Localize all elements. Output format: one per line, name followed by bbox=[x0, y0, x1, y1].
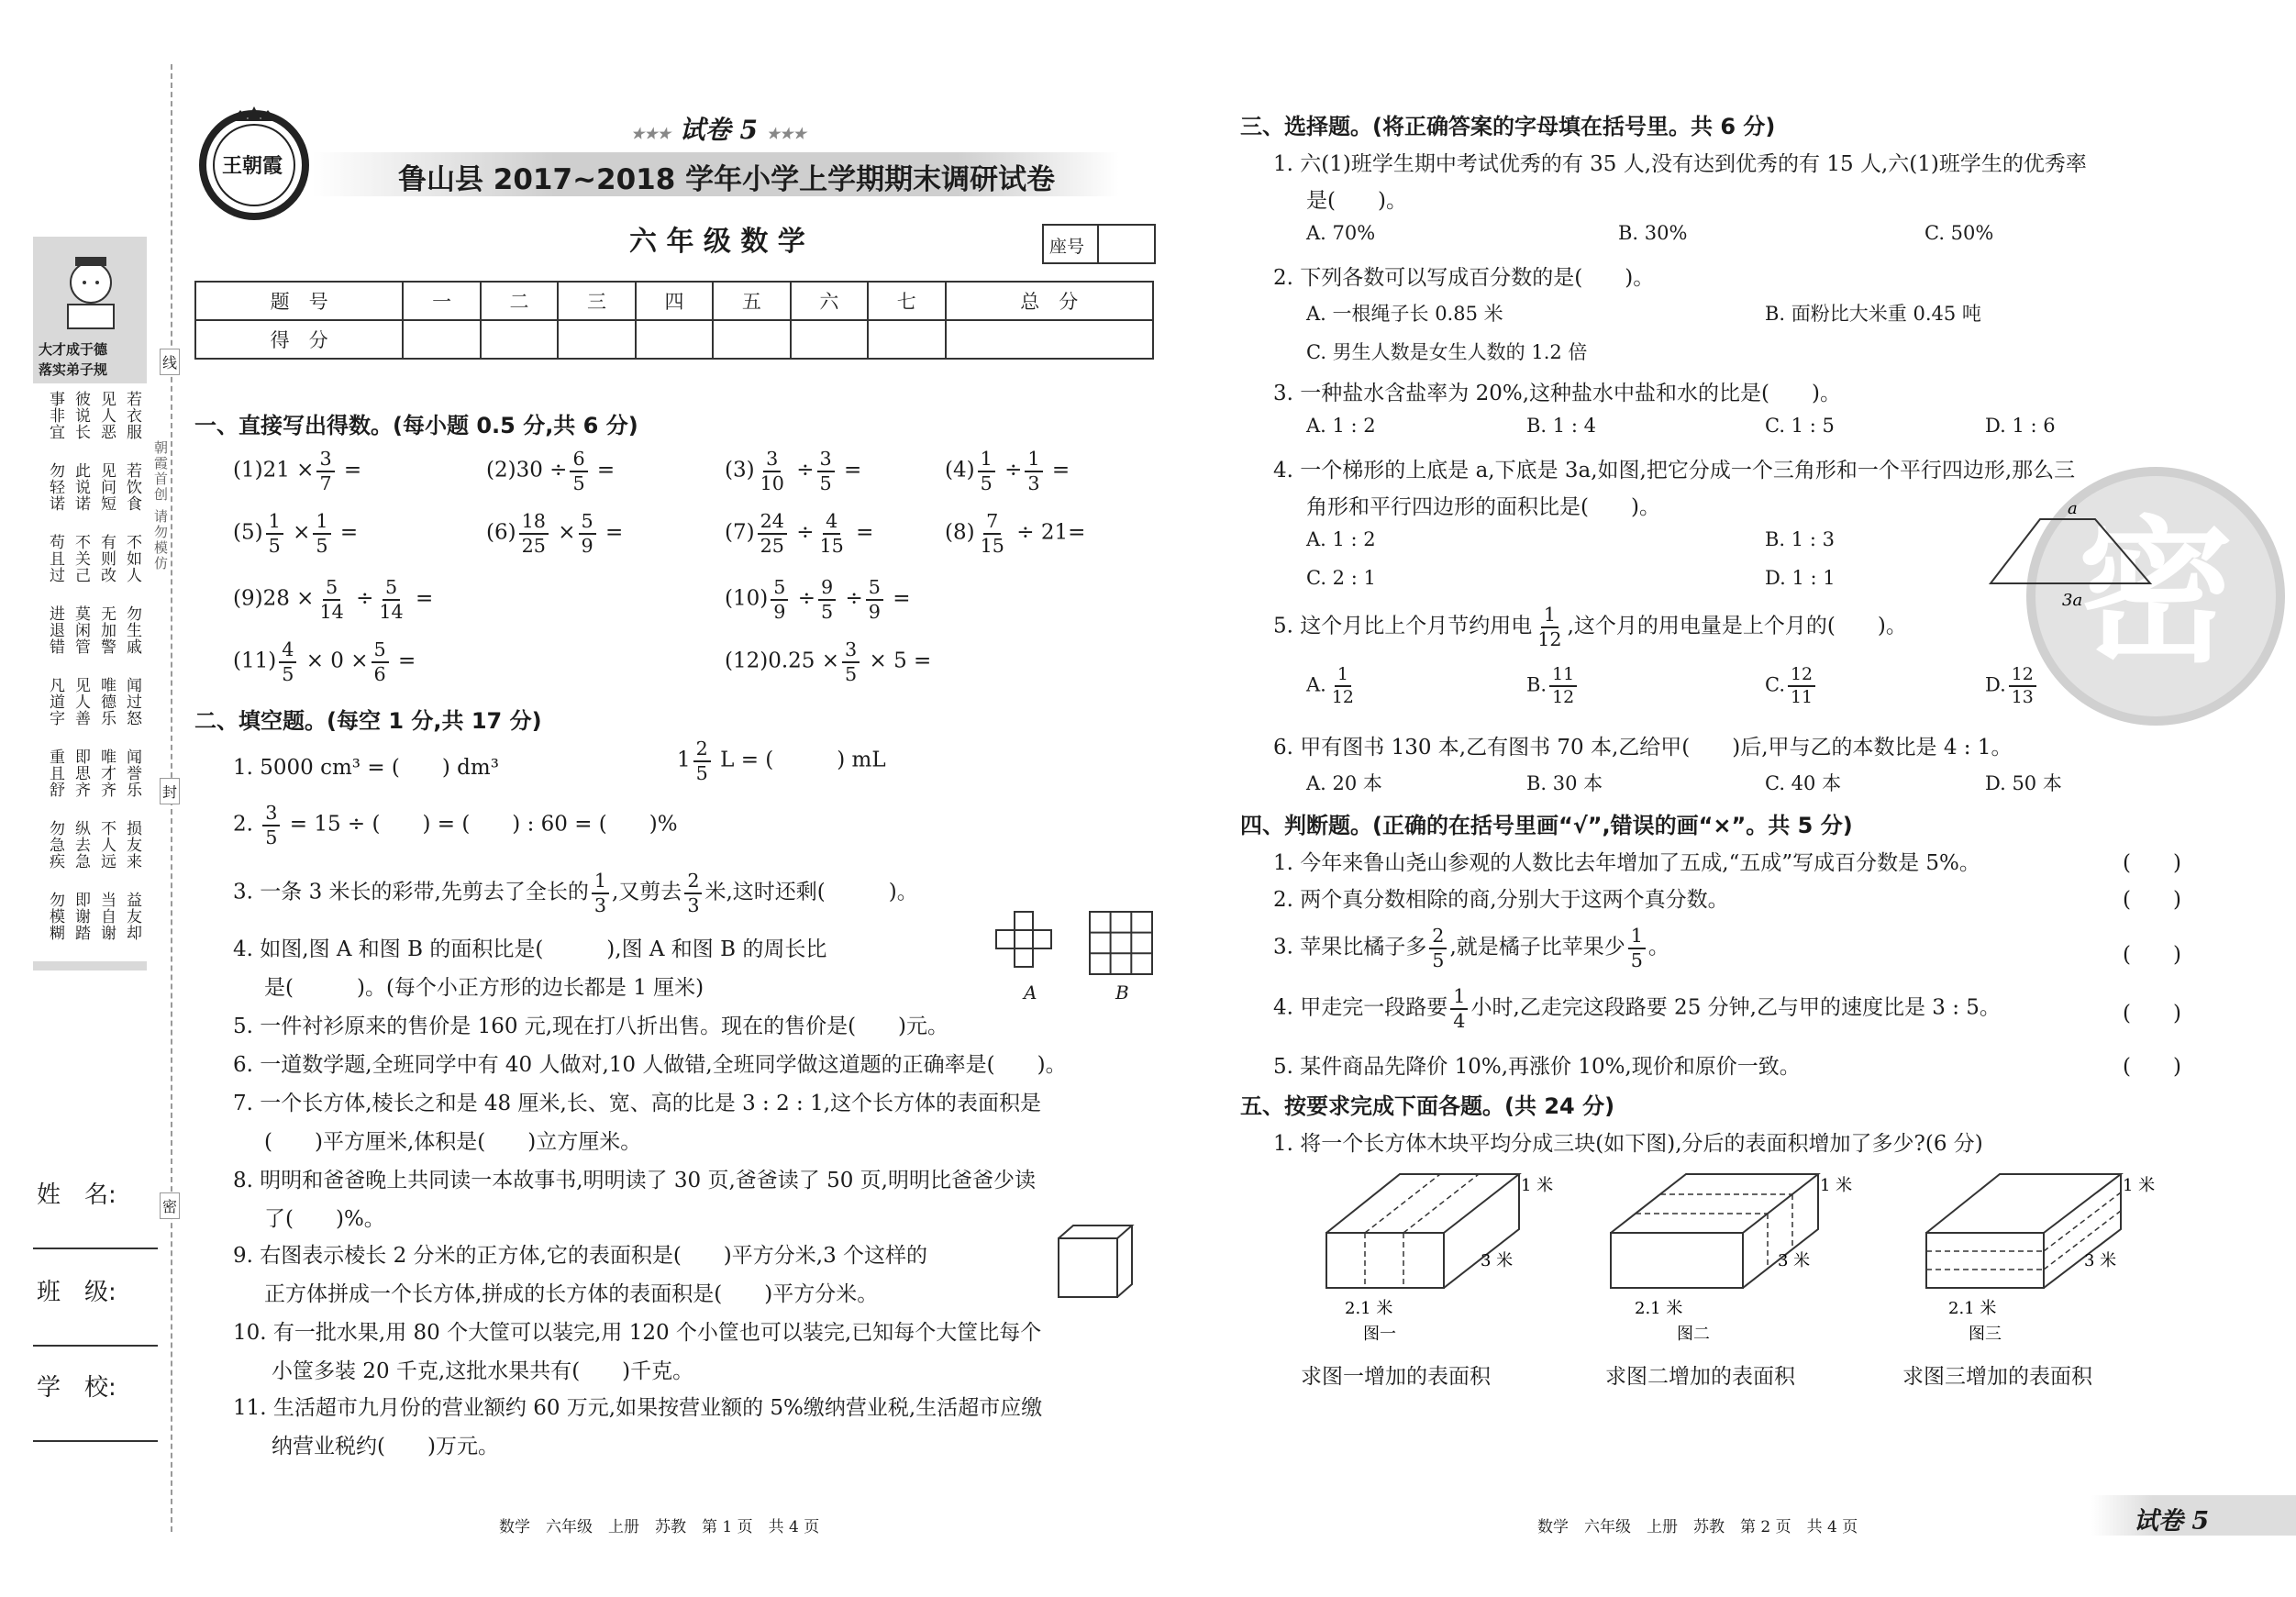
fill-8a: 8. 明明和爸爸晚上共同读一本故事书,明明读了 30 页,爸爸读了 50 页,明明比爸爸少读 bbox=[233, 1169, 1036, 1192]
calc-10: (10) $\frac{5}{9}$ ÷ $\frac{9}{5}$ ÷ $\frac{5}{9}$ = bbox=[725, 576, 911, 623]
svg-text:a: a bbox=[2068, 501, 2078, 518]
section-5-title: 五、按要求完成下面各题。(共 24 分) bbox=[1240, 1093, 1615, 1119]
cube-figure bbox=[1055, 1222, 1137, 1304]
svg-text:图三: 图三 bbox=[1969, 1325, 2002, 1344]
choice-6-opt-c: C. 40 本 bbox=[1765, 772, 1842, 794]
verse-block bbox=[33, 383, 147, 961]
verse-column: 凡道字 bbox=[46, 677, 64, 726]
series-label: ★★★ 试卷 5 ★★★ bbox=[631, 115, 806, 145]
fill-7a: 7. 一个长方体,棱长之和是 48 厘米,长、宽、高的比是 3 : 2 : 1,这个长方体的表面积是 bbox=[233, 1092, 1042, 1115]
block-figure-1 bbox=[1312, 1163, 1569, 1350]
fill-5: 5. 一件衬衫原来的售价是 160 元,现在打八折出售。现在的售价是( )元。 bbox=[233, 1015, 949, 1038]
calc-7: (7) $\frac{24}{25}$ ÷ $\frac{4}{15}$ = bbox=[725, 510, 874, 557]
choice-4a: 4. 一个梯形的上底是 a,下底是 3a,如图,把它分成一个三角形和一个平行四边形,那么三 bbox=[1273, 459, 2076, 482]
task-ask-3: 求图三增加的表面积 bbox=[1902, 1365, 2092, 1389]
verse-column: 当自谢 bbox=[97, 892, 116, 941]
verse-column: 见问短 bbox=[97, 462, 116, 512]
choice-3: 3. 一种盐水含盐率为 20%,这种盐水中盐和水的比是( )。 bbox=[1273, 382, 1841, 405]
score-header-cell: 六 bbox=[791, 282, 868, 320]
score-cell[interactable] bbox=[713, 320, 790, 359]
score-header-cell: 二 bbox=[481, 282, 558, 320]
choice-2: 2. 下列各数可以写成百分数的是( )。 bbox=[1273, 266, 1655, 290]
fill-8b: 了( )%。 bbox=[264, 1207, 385, 1231]
fill-9b: 正方体拼成一个长方体,拼成的长方体的表面积是( )平方分米。 bbox=[264, 1282, 879, 1306]
logo-emblem bbox=[194, 103, 314, 222]
choice-3-opt-a: A. 1 : 2 bbox=[1306, 415, 1376, 437]
svg-text:3 米: 3 米 bbox=[1481, 1251, 1514, 1270]
class-label: 班 级: bbox=[37, 1279, 116, 1306]
verse-column: 苟且过 bbox=[46, 534, 64, 583]
judge-3: 3. 苹果比橘子多 $\frac{2}{5}$ ,就是橘子比苹果少 $\frac{1}{5}$ 。 bbox=[1273, 925, 1669, 971]
block-figure-2 bbox=[1602, 1163, 1858, 1350]
choice-6: 6. 甲有图书 130 本,乙有图书 70 本,乙给甲( )后,甲与乙的本数比是 4 : 1。 bbox=[1273, 736, 2013, 760]
calc-1: (1)21 × $\frac{3}{7}$ = bbox=[233, 448, 362, 494]
verse-column: 勿轻诺 bbox=[46, 462, 64, 512]
footer-tag: 试卷 5 bbox=[2134, 1507, 2210, 1536]
score-cell[interactable] bbox=[946, 320, 1153, 359]
svg-text:2.1 米: 2.1 米 bbox=[1345, 1299, 1393, 1318]
verse-column: 不人远 bbox=[97, 820, 116, 870]
svg-text:3 米: 3 米 bbox=[1778, 1251, 1811, 1270]
name-label: 姓 名: bbox=[37, 1181, 116, 1209]
fill-7b: ( )平方厘米,体积是( )立方厘米。 bbox=[264, 1130, 642, 1154]
section-1-title: 一、直接写出得数。(每小题 0.5 分,共 6 分) bbox=[194, 413, 638, 438]
verse-column: 见人恶 bbox=[97, 391, 116, 440]
fill-6: 6. 一道数学题,全班同学中有 40 人做对,10 人做错,全班同学做这道题的正确率是( )。 bbox=[233, 1053, 1067, 1077]
fill-10a: 10. 有一批水果,用 80 个大筐可以装完,用 120 个小筐也可以装完,已知每个大筐比每个 bbox=[233, 1321, 1042, 1345]
svg-text:1 米: 1 米 bbox=[1820, 1176, 1853, 1195]
figure-a-label: A bbox=[1024, 981, 1037, 1004]
fill-11a: 11. 生活超市九月份的营业额约 60 万元,如果按营业额的 5%缴纳营业税,生活超市应缴 bbox=[233, 1396, 1043, 1420]
svg-text:3a: 3a bbox=[2062, 591, 2083, 610]
star-icon: ★★★ bbox=[631, 125, 671, 142]
motto-panel bbox=[33, 237, 147, 970]
verse-column: 闻誉乐 bbox=[123, 749, 141, 798]
choice-2-opt-b: B. 面粉比大米重 0.45 吨 bbox=[1765, 303, 1981, 325]
verse-column: 勿急疾 bbox=[46, 820, 64, 870]
verse-column: 益友却 bbox=[123, 892, 141, 941]
judge-1: 1. 今年来鲁山尧山参观的人数比去年增加了五成,“五成”写成百分数是 5%。 bbox=[1273, 851, 1980, 875]
choice-4-opt-c: C. 2 : 1 bbox=[1306, 567, 1376, 589]
calc-11: (11) $\frac{4}{5}$ × 0 × $\frac{5}{6}$ = bbox=[233, 638, 416, 685]
seat-box[interactable]: 座号 bbox=[1042, 224, 1156, 264]
score-header-cell: 三 bbox=[558, 282, 635, 320]
score-header-cell: 一 bbox=[403, 282, 480, 320]
choice-2-opt-c: C. 男生人数是女生人数的 1.2 倍 bbox=[1306, 341, 1588, 363]
verse-column: 无加警 bbox=[97, 605, 116, 655]
judge-2: 2. 两个真分数相除的商,分别大于这两个真分数。 bbox=[1273, 888, 1729, 912]
calc-3: (3) $\frac{3}{10}$ ÷ $\frac{3}{5}$ = bbox=[725, 448, 862, 494]
score-row-label: 得 分 bbox=[195, 320, 403, 359]
binding-mark-mi: 密 bbox=[160, 1192, 180, 1219]
verse-column: 即谢踏 bbox=[72, 892, 90, 941]
score-header-cell: 五 bbox=[713, 282, 790, 320]
anti-copy-note: 朝霞首创 请勿模仿 bbox=[152, 440, 169, 571]
choice-3-opt-d: D. 1 : 6 bbox=[1985, 415, 2056, 437]
choice-5-opt-c: C. $\frac{12}{11}$ bbox=[1765, 666, 1818, 706]
svg-text:密: 密 bbox=[2077, 501, 2235, 684]
fill-4a: 4. 如图,图 A 和图 B 的面积比是( ),图 A 和图 B 的周长比 bbox=[233, 937, 827, 961]
score-header-cell: 七 bbox=[868, 282, 945, 320]
verse-column: 唯才齐 bbox=[97, 749, 116, 798]
section-3-title: 三、选择题。(将正确答案的字母填在括号里。共 6 分) bbox=[1240, 114, 1776, 139]
school-label: 学 校: bbox=[37, 1374, 116, 1402]
verse-column: 彼说长 bbox=[72, 391, 90, 440]
verse-column: 若衣服 bbox=[123, 391, 141, 440]
section-2-title: 二、填空题。(每空 1 分,共 17 分) bbox=[194, 708, 542, 734]
calc-5: (5) $\frac{1}{5}$ × $\frac{1}{5}$ = bbox=[233, 510, 359, 557]
motto-line-2: 落实弟子规 bbox=[39, 361, 108, 378]
svg-text:1 米: 1 米 bbox=[2123, 1176, 2156, 1195]
svg-text:图二: 图二 bbox=[1677, 1325, 1710, 1344]
verse-column: 唯德乐 bbox=[97, 677, 116, 726]
verse-column: 莫闲管 bbox=[72, 605, 90, 655]
logo-text: 王朝霞 bbox=[222, 154, 283, 178]
calc-9: (9)28 × $\frac{5}{14}$ ÷ $\frac{5}{14}$ = bbox=[233, 576, 434, 623]
subject-title: 六 年 级 数 学 bbox=[629, 226, 805, 258]
binding-mark-xian: 线 bbox=[160, 349, 180, 375]
fill-9a: 9. 右图表示棱长 2 分米的正方体,它的表面积是( )平方分米,3 个这样的 bbox=[233, 1244, 928, 1268]
judge-5: 5. 某件商品先降价 10%,再涨价 10%,现价和原价一致。 bbox=[1273, 1055, 1801, 1079]
verse-column: 不关己 bbox=[72, 534, 90, 583]
task-ask-1: 求图一增加的表面积 bbox=[1301, 1365, 1491, 1389]
choice-5-opt-b: B. $\frac{11}{12}$ bbox=[1526, 666, 1580, 706]
calc-4: (4) $\frac{1}{5}$ ÷ $\frac{1}{3}$ = bbox=[945, 448, 1070, 494]
verse-column: 事非宜 bbox=[46, 391, 64, 440]
choice-5-opt-d: D. $\frac{12}{13}$ bbox=[1985, 666, 2039, 706]
judge-4: 4. 甲走完一段路要 $\frac{1}{4}$ 小时,乙走完这段路要 25 分钟,乙与甲的速度比是 3 : 5。 bbox=[1273, 985, 2001, 1032]
choice-4b: 角形和平行四边形的面积比是( )。 bbox=[1306, 495, 1660, 519]
verse-column: 进退错 bbox=[46, 605, 64, 655]
trapezoid-figure bbox=[1985, 501, 2159, 615]
task-1: 1. 将一个长方体木块平均分成三块(如下图),分后的表面积增加了多少?(6 分) bbox=[1273, 1132, 1983, 1156]
judge-2-paren[interactable]: ( ) bbox=[2123, 888, 2181, 912]
verse-column: 即思齐 bbox=[72, 749, 90, 798]
task-ask-2: 求图二增加的表面积 bbox=[1605, 1365, 1795, 1389]
calc-2: (2)30 ÷ $\frac{6}{5}$ = bbox=[486, 448, 616, 494]
score-header-cell: 总 分 bbox=[946, 282, 1153, 320]
choice-6-opt-b: B. 30 本 bbox=[1526, 772, 1603, 794]
choice-3-opt-b: B. 1 : 4 bbox=[1526, 415, 1596, 437]
star-icon: ★★★ bbox=[766, 125, 806, 142]
judge-1-paren[interactable]: ( ) bbox=[2123, 851, 2181, 875]
verse-column: 闻过怒 bbox=[123, 677, 141, 726]
choice-1-opt-b: B. 30% bbox=[1618, 222, 1688, 244]
judge-4-paren[interactable]: ( ) bbox=[2123, 1002, 2181, 1026]
choice-4-opt-b: B. 1 : 3 bbox=[1765, 528, 1835, 550]
verse-column: 见人善 bbox=[72, 677, 90, 726]
fill-11b: 纳营业税约( )万元。 bbox=[272, 1435, 499, 1458]
calc-6: (6) $\frac{18}{25}$ × $\frac{5}{9}$ = bbox=[486, 510, 624, 557]
verse-column: 勿模糊 bbox=[46, 892, 64, 941]
choice-4-opt-a: A. 1 : 2 bbox=[1306, 528, 1376, 550]
fill-1a: 1. 5000 cm³ = ( ) dm³ bbox=[233, 756, 499, 780]
verse-column: 若饮食 bbox=[123, 462, 141, 512]
judge-5-paren[interactable]: ( ) bbox=[2123, 1055, 2181, 1079]
motto-line-1: 大才成于德 bbox=[39, 341, 108, 358]
judge-3-paren[interactable]: ( ) bbox=[2123, 943, 2181, 967]
score-header-cell: 四 bbox=[636, 282, 713, 320]
calc-12: (12)0.25 × $\frac{3}{5}$ × 5 = bbox=[725, 638, 932, 685]
name-field[interactable] bbox=[33, 1248, 158, 1249]
score-header-label: 题 号 bbox=[195, 282, 403, 320]
choice-1a: 1. 六(1)班学生期中考试优秀的有 35 人,没有达到优秀的有 15 人,六(1)班学生的优秀率 bbox=[1273, 152, 2087, 176]
verse-column: 此说诺 bbox=[72, 462, 90, 512]
score-cell[interactable] bbox=[403, 320, 480, 359]
figure-a-cross bbox=[994, 910, 1053, 987]
fill-4b: 是( )。(每个小正方形的边长都是 1 厘米) bbox=[264, 976, 704, 1000]
score-cell[interactable] bbox=[481, 320, 558, 359]
fill-2: 2. $\frac{3}{5}$ = 15 ÷ ( ) = ( ) : 60 = ( )% bbox=[233, 802, 678, 848]
svg-text:1 米: 1 米 bbox=[1521, 1176, 1554, 1195]
svg-text:图一: 图一 bbox=[1363, 1325, 1396, 1344]
choice-6-opt-a: A. 20 本 bbox=[1306, 772, 1382, 794]
verse-column: 损友来 bbox=[123, 820, 141, 870]
binding-mark-feng: 封 bbox=[160, 778, 180, 804]
calc-8: (8) $\frac{7}{15}$ ÷ 21= bbox=[945, 510, 1086, 557]
verse-column: 不如人 bbox=[123, 534, 141, 583]
score-cell[interactable] bbox=[791, 320, 868, 359]
verse-column: 重且舒 bbox=[46, 749, 64, 798]
svg-text:2.1 米: 2.1 米 bbox=[1948, 1299, 1997, 1318]
choice-1-opt-a: A. 70% bbox=[1306, 222, 1376, 244]
fill-1b: 1 $\frac{2}{5}$ L = ( ) mL bbox=[677, 738, 886, 784]
choice-4-opt-d: D. 1 : 1 bbox=[1765, 567, 1836, 589]
score-cell[interactable] bbox=[636, 320, 713, 359]
class-field[interactable] bbox=[33, 1345, 158, 1347]
svg-text:3 米: 3 米 bbox=[2084, 1251, 2117, 1270]
choice-3-opt-c: C. 1 : 5 bbox=[1765, 415, 1835, 437]
school-field[interactable] bbox=[33, 1440, 158, 1442]
choice-1b: 是( )。 bbox=[1306, 189, 1407, 213]
choice-1-opt-c: C. 50% bbox=[1924, 222, 1994, 244]
verse-column: 勿生戚 bbox=[123, 605, 141, 655]
exam-title: 鲁山县 2017~2018 学年小学上学期期末调研试卷 bbox=[398, 163, 1056, 196]
verse-column: 纵去急 bbox=[72, 820, 90, 870]
block-figure-3 bbox=[1908, 1163, 2165, 1350]
footer-right: 数学 六年级 上册 苏教 第 2 页 共 4 页 bbox=[1537, 1518, 1858, 1536]
footer-left: 数学 六年级 上册 苏教 第 1 页 共 4 页 bbox=[499, 1518, 820, 1536]
verse-column: 有则改 bbox=[97, 534, 116, 583]
score-cell[interactable] bbox=[868, 320, 945, 359]
choice-6-opt-d: D. 50 本 bbox=[1985, 772, 2062, 794]
score-table bbox=[194, 281, 1154, 360]
fill-10b: 小筐多装 20 千克,这批水果共有( )千克。 bbox=[272, 1359, 694, 1383]
figure-b-label: B bbox=[1115, 981, 1129, 1004]
score-cell[interactable] bbox=[558, 320, 635, 359]
choice-5: 5. 这个月比上个月节约用电 $\frac{1}{12}$ ,这个月的用电量是上个月的( )。 bbox=[1273, 604, 1907, 650]
fill-3: 3. 一条 3 米长的彩带,先剪去了全长的 $\frac{1}{3}$ ,又剪去 $\frac{2}{3}$ 米,这时还剩( )。 bbox=[233, 870, 918, 916]
choice-5-opt-a: A. $\frac{1}{12}$ bbox=[1306, 664, 1354, 707]
scholar-figure bbox=[50, 244, 132, 336]
section-4-title: 四、判断题。(正确的在括号里画“√”,错误的画“×”。共 5 分) bbox=[1240, 813, 1853, 838]
choice-2-opt-a: A. 一根绳子长 0.85 米 bbox=[1306, 303, 1503, 325]
svg-text:2.1 米: 2.1 米 bbox=[1635, 1299, 1683, 1318]
figure-b-grid bbox=[1088, 910, 1154, 980]
